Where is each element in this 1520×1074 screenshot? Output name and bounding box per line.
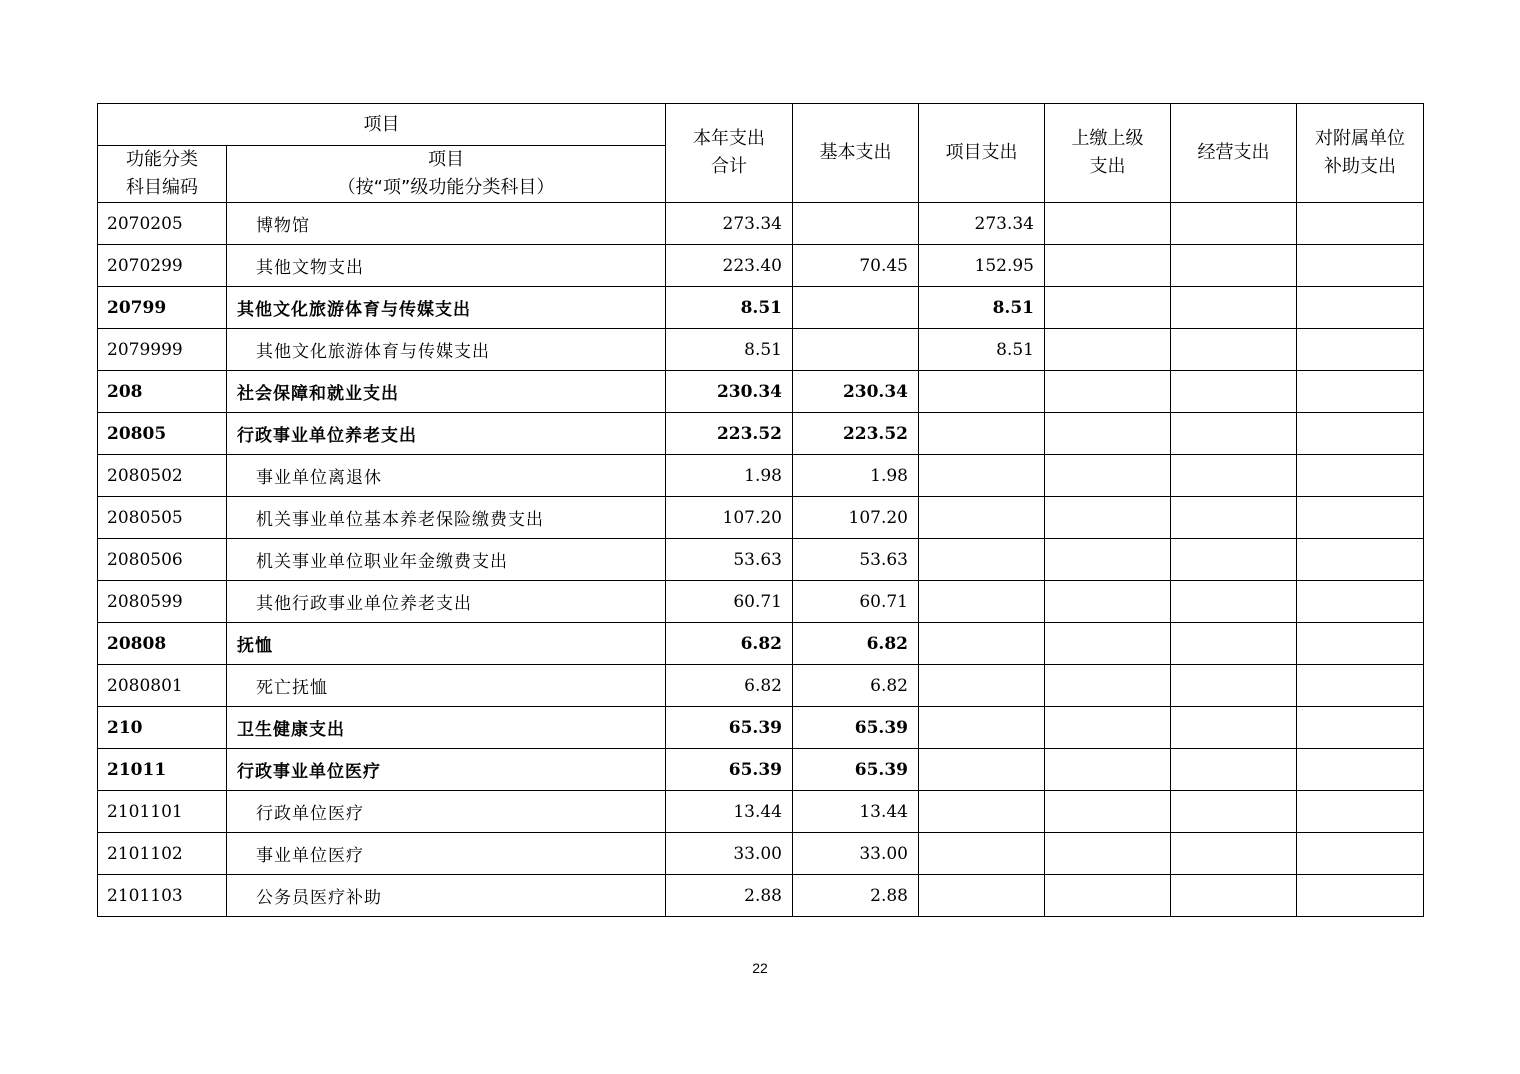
table-row	[98, 539, 1424, 581]
row-business	[1171, 455, 1297, 497]
row-upper	[1045, 581, 1171, 623]
header-code-line2: 科目编码	[126, 177, 198, 198]
row-basic: 33.00	[793, 833, 919, 875]
header-upper-line2: 支出	[1089, 156, 1126, 177]
row-subsidy	[1297, 455, 1424, 497]
row-basic: 53.63	[793, 539, 919, 581]
row-subsidy	[1297, 287, 1424, 329]
row-business	[1171, 245, 1297, 287]
header-item-group: 项目	[98, 104, 666, 146]
row-total: 223.40	[666, 245, 793, 287]
header-upper	[1045, 104, 1171, 203]
row-project: 8.51	[919, 287, 1045, 329]
row-business	[1171, 203, 1297, 245]
row-basic: 6.82	[793, 623, 919, 665]
row-total: 53.63	[666, 539, 793, 581]
row-code: 2101101	[98, 791, 227, 833]
row-subsidy	[1297, 749, 1424, 791]
table-row	[98, 497, 1424, 539]
row-business	[1171, 707, 1297, 749]
table-body	[98, 203, 1424, 917]
row-project	[919, 623, 1045, 665]
row-project	[919, 497, 1045, 539]
row-name: 事业单位医疗	[227, 833, 666, 875]
table-row	[98, 707, 1424, 749]
row-upper	[1045, 287, 1171, 329]
header-business: 经营支出	[1171, 104, 1297, 203]
row-subsidy	[1297, 581, 1424, 623]
row-total: 33.00	[666, 833, 793, 875]
table-row	[98, 791, 1424, 833]
row-code: 2070205	[98, 203, 227, 245]
table-row	[98, 749, 1424, 791]
row-code: 20808	[98, 623, 227, 665]
row-project: 273.34	[919, 203, 1045, 245]
row-basic: 65.39	[793, 707, 919, 749]
row-basic: 13.44	[793, 791, 919, 833]
table-row	[98, 875, 1424, 917]
row-business	[1171, 413, 1297, 455]
row-business	[1171, 287, 1297, 329]
row-code: 2080505	[98, 497, 227, 539]
row-basic: 223.52	[793, 413, 919, 455]
row-basic: 70.45	[793, 245, 919, 287]
row-code: 210	[98, 707, 227, 749]
row-basic: 230.34	[793, 371, 919, 413]
row-total: 223.52	[666, 413, 793, 455]
row-business	[1171, 497, 1297, 539]
row-upper	[1045, 413, 1171, 455]
row-upper	[1045, 833, 1171, 875]
page-number: 22	[752, 960, 768, 976]
row-subsidy	[1297, 707, 1424, 749]
row-code: 2101103	[98, 875, 227, 917]
row-upper	[1045, 539, 1171, 581]
row-business	[1171, 791, 1297, 833]
row-business	[1171, 623, 1297, 665]
row-subsidy	[1297, 875, 1424, 917]
row-name: 社会保障和就业支出	[227, 371, 666, 413]
row-code: 20799	[98, 287, 227, 329]
row-name: 其他行政事业单位养老支出	[227, 581, 666, 623]
row-upper	[1045, 455, 1171, 497]
row-code: 20805	[98, 413, 227, 455]
row-name: 公务员医疗补助	[227, 875, 666, 917]
header-name	[227, 146, 666, 203]
table-row	[98, 413, 1424, 455]
row-name: 行政事业单位医疗	[227, 749, 666, 791]
table-row	[98, 371, 1424, 413]
row-upper	[1045, 791, 1171, 833]
row-business	[1171, 539, 1297, 581]
row-project	[919, 665, 1045, 707]
row-basic: 6.82	[793, 665, 919, 707]
header-basic: 基本支出	[793, 104, 919, 203]
row-name: 博物馆	[227, 203, 666, 245]
row-subsidy	[1297, 623, 1424, 665]
header-code	[98, 146, 227, 203]
row-name: 机关事业单位基本养老保险缴费支出	[227, 497, 666, 539]
row-subsidy	[1297, 329, 1424, 371]
row-upper	[1045, 749, 1171, 791]
row-code: 2080502	[98, 455, 227, 497]
row-project	[919, 707, 1045, 749]
header-project: 项目支出	[919, 104, 1045, 203]
row-total: 6.82	[666, 665, 793, 707]
row-subsidy	[1297, 371, 1424, 413]
header-total-line1: 本年支出	[693, 128, 765, 149]
row-upper	[1045, 203, 1171, 245]
row-subsidy	[1297, 539, 1424, 581]
header-subsidy-line2: 补助支出	[1324, 156, 1396, 177]
row-basic: 107.20	[793, 497, 919, 539]
table-row	[98, 203, 1424, 245]
row-upper	[1045, 665, 1171, 707]
table-row	[98, 581, 1424, 623]
row-project	[919, 749, 1045, 791]
row-name: 死亡抚恤	[227, 665, 666, 707]
row-subsidy	[1297, 413, 1424, 455]
row-total: 65.39	[666, 749, 793, 791]
row-total: 6.82	[666, 623, 793, 665]
row-name: 行政事业单位养老支出	[227, 413, 666, 455]
row-project	[919, 791, 1045, 833]
row-code: 2080506	[98, 539, 227, 581]
row-upper	[1045, 329, 1171, 371]
row-subsidy	[1297, 497, 1424, 539]
row-basic: 2.88	[793, 875, 919, 917]
table-row	[98, 833, 1424, 875]
table-row	[98, 287, 1424, 329]
row-name: 其他文物支出	[227, 245, 666, 287]
row-project	[919, 833, 1045, 875]
table-row	[98, 245, 1424, 287]
header-subsidy-line1: 对附属单位	[1315, 128, 1405, 149]
row-code: 208	[98, 371, 227, 413]
row-total: 2.88	[666, 875, 793, 917]
row-basic: 65.39	[793, 749, 919, 791]
row-upper	[1045, 707, 1171, 749]
row-total: 8.51	[666, 329, 793, 371]
row-total: 60.71	[666, 581, 793, 623]
header-subsidy	[1297, 104, 1424, 203]
row-name: 抚恤	[227, 623, 666, 665]
header-name-line2: （按“项”级功能分类科目）	[337, 177, 555, 198]
row-business	[1171, 749, 1297, 791]
row-upper	[1045, 623, 1171, 665]
row-project: 152.95	[919, 245, 1045, 287]
row-basic: 60.71	[793, 581, 919, 623]
row-total: 8.51	[666, 287, 793, 329]
row-subsidy	[1297, 245, 1424, 287]
row-basic	[793, 203, 919, 245]
row-name: 卫生健康支出	[227, 707, 666, 749]
row-code: 2070299	[98, 245, 227, 287]
row-project	[919, 455, 1045, 497]
row-total: 273.34	[666, 203, 793, 245]
row-upper	[1045, 497, 1171, 539]
header-upper-line1: 上缴上级	[1071, 128, 1144, 149]
row-code: 2080599	[98, 581, 227, 623]
row-business	[1171, 833, 1297, 875]
row-total: 65.39	[666, 707, 793, 749]
table-row	[98, 455, 1424, 497]
row-name: 其他文化旅游体育与传媒支出	[227, 329, 666, 371]
table-row	[98, 623, 1424, 665]
row-code: 2080801	[98, 665, 227, 707]
row-total: 107.20	[666, 497, 793, 539]
row-business	[1171, 665, 1297, 707]
row-upper	[1045, 875, 1171, 917]
row-business	[1171, 329, 1297, 371]
row-subsidy	[1297, 203, 1424, 245]
row-code: 2101102	[98, 833, 227, 875]
row-name: 事业单位离退休	[227, 455, 666, 497]
row-basic	[793, 329, 919, 371]
row-business	[1171, 875, 1297, 917]
header-name-line1: 项目	[428, 149, 464, 170]
row-name: 机关事业单位职业年金缴费支出	[227, 539, 666, 581]
row-total: 230.34	[666, 371, 793, 413]
row-basic: 1.98	[793, 455, 919, 497]
row-code: 21011	[98, 749, 227, 791]
row-business	[1171, 581, 1297, 623]
row-name: 行政单位医疗	[227, 791, 666, 833]
row-business	[1171, 371, 1297, 413]
table-row	[98, 665, 1424, 707]
expenditure-table	[97, 103, 1424, 917]
header-total-line2: 合计	[711, 156, 747, 177]
row-project	[919, 875, 1045, 917]
row-basic	[793, 287, 919, 329]
row-project	[919, 539, 1045, 581]
row-code: 2079999	[98, 329, 227, 371]
table-row	[98, 329, 1424, 371]
row-upper	[1045, 245, 1171, 287]
row-project	[919, 371, 1045, 413]
row-project: 8.51	[919, 329, 1045, 371]
row-total: 1.98	[666, 455, 793, 497]
row-subsidy	[1297, 791, 1424, 833]
header-code-line1: 功能分类	[126, 149, 198, 170]
row-name: 其他文化旅游体育与传媒支出	[227, 287, 666, 329]
row-upper	[1045, 371, 1171, 413]
row-total: 13.44	[666, 791, 793, 833]
header-total	[666, 104, 793, 203]
row-project	[919, 413, 1045, 455]
row-project	[919, 581, 1045, 623]
row-subsidy	[1297, 665, 1424, 707]
row-subsidy	[1297, 833, 1424, 875]
